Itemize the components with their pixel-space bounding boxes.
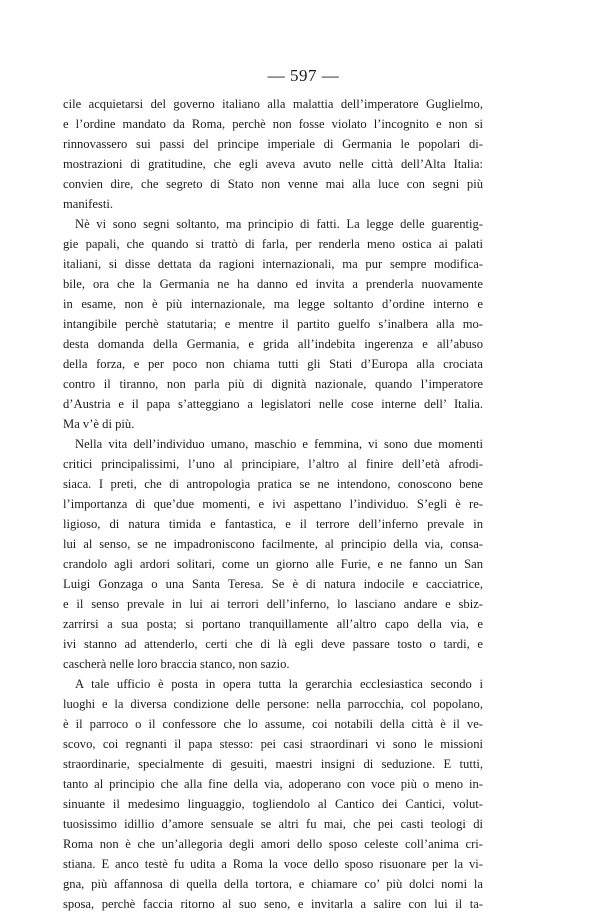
text-line: cascherà nelle loro braccia stanco, non sazio. (63, 657, 290, 671)
paragraph-2 (63, 214, 483, 434)
text-line: scovo, coi regnanti il papa stesso: pei casi straordinari vi sono le missioni (63, 737, 483, 751)
text-line: luoghi e la diversa condizione delle persone: nella parrocchia, col popolano, (63, 697, 483, 711)
text-line: Nè vi sono segni soltanto, ma principio di fatti. La legge delle guarentig- (75, 217, 483, 231)
text-line: bile, ora che la Germania ne ha danno ed invita a prenderla nuovamente (63, 277, 483, 291)
text-line: convien dire, che segreto di Stato non venne mai alla luce con segni più (63, 177, 483, 191)
text-line: gna, più affannosa di quella della tortora, e chiamare co’ più dolci nomi la (63, 877, 483, 891)
text-line: è il parroco o il confessore che lo assume, coi notabili della città è il ve- (63, 717, 483, 731)
text-line: Roma non è che un’allegoria degli amori dello sposo celeste coll’anima cri- (63, 837, 483, 851)
text-line: d’Austria e il papa s’atteggiano a legislatori nelle cose interne dell’ Italia. (63, 397, 483, 411)
text-line: ligioso, di natura timida e fantastica, e il terrore dell’inferno prevale in (63, 517, 483, 531)
paragraph-1 (63, 94, 483, 214)
text-line: critici principalissimi, l’uno al principiare, l’altro al finire dell’età afrodi- (63, 457, 483, 471)
text-line: tanto al principio che alla fine della via, adoperano con voce più o meno in- (63, 777, 483, 791)
text-line: crandolo agli ardori solitari, come un giorno alle Furie, e ne fanno un San (63, 557, 483, 571)
text-line: sinuante il medesimo linguaggio, togliendolo al Cantico dei Cantici, volut- (63, 797, 483, 811)
page-number: — 597 — (267, 66, 340, 85)
paragraph-4 (63, 674, 483, 914)
text-line: tuosissimo idillio d’amore sensuale se altri fu mai, che pei casti teologi di (63, 817, 483, 831)
text-line: contro il tiranno, non parla più di dignità nazionale, quando l’imperatore (63, 377, 483, 391)
text-line: Ma v’è di più. (63, 417, 135, 431)
text-line: lui al senso, se ne impadroniscono facilmente, al principio della via, consa- (63, 537, 483, 551)
text-line: intangibile perchè statutaria; e mentre il partito guelfo s’inalbera alla mo- (63, 317, 483, 331)
text-line: Luigi Gonzaga o una Santa Teresa. Se è di natura indocile e cacciatrice, (63, 577, 483, 591)
text-line: rinnovassero sui passi del principe imperiale di Germania le popolari di- (63, 137, 483, 151)
text-line: gie papali, che quando si trattò di farla, per renderla meno ostica ai palati (63, 237, 483, 251)
text-line: zarrirsi a sua posta; si portano tranquillamente all’altro capo della via, e (63, 617, 483, 631)
text-line: mostrazioni di gratitudine, che egli aveva avuto nelle città dell’Alta Italia: (63, 157, 483, 171)
text-line: in esame, non è più internazionale, ma legge soltanto d’ordine interno e (63, 297, 483, 311)
text-line: straordinarie, specialmente di gesuiti, maestri insigni di seduzione. E tutti, (63, 757, 483, 771)
text-line: e l’ordine mandato da Roma, perchè non fosse violato l’incognito e non si (63, 117, 483, 131)
text-line: desta domanda della Germania, e grida all’indebita ingerenza e all’abuso (63, 337, 483, 351)
text-line: cile acquietarsi del governo italiano alla malattia dell’imperatore Guglielmo, (63, 97, 483, 111)
text-line: ivi stanno ad attenderlo, certi che di là egli deve passare tosto o tardi, e (63, 637, 483, 651)
text-line: stiana. E anco testè fu udita a Roma la voce dello sposo risuonare per la vi- (63, 857, 483, 871)
text-line: della forza, e per poco non chiama tutti gli Stati d’Europa alla crociata (63, 357, 483, 371)
text-line: sposa, perchè faccia ritorno al suo seno, e invitarla a salire con lui il ta- (63, 897, 483, 911)
text-line: manifesti. (63, 197, 114, 211)
body-text (63, 94, 483, 914)
paragraph-3 (63, 434, 483, 674)
text-line: siaca. I preti, che di antropologia pratica se ne intendono, conoscono bene (63, 477, 483, 491)
text-line: l’importanza di que’due momenti, e ivi aspettano l’individuo. S’egli è re- (63, 497, 483, 511)
text-line: e il senso prevale in lui ai terrori dell’inferno, lo lasciano andare e sbiz- (63, 597, 483, 611)
text-line: Nella vita dell’individuo umano, maschio e femmina, vi sono due momenti (75, 437, 483, 451)
text-line: italiani, si disse dettata da ragioni internazionali, ma pur sempre modifica- (63, 257, 483, 271)
text-line: A tale ufficio è posta in opera tutta la gerarchia ecclesiastica secondo i (75, 677, 483, 691)
